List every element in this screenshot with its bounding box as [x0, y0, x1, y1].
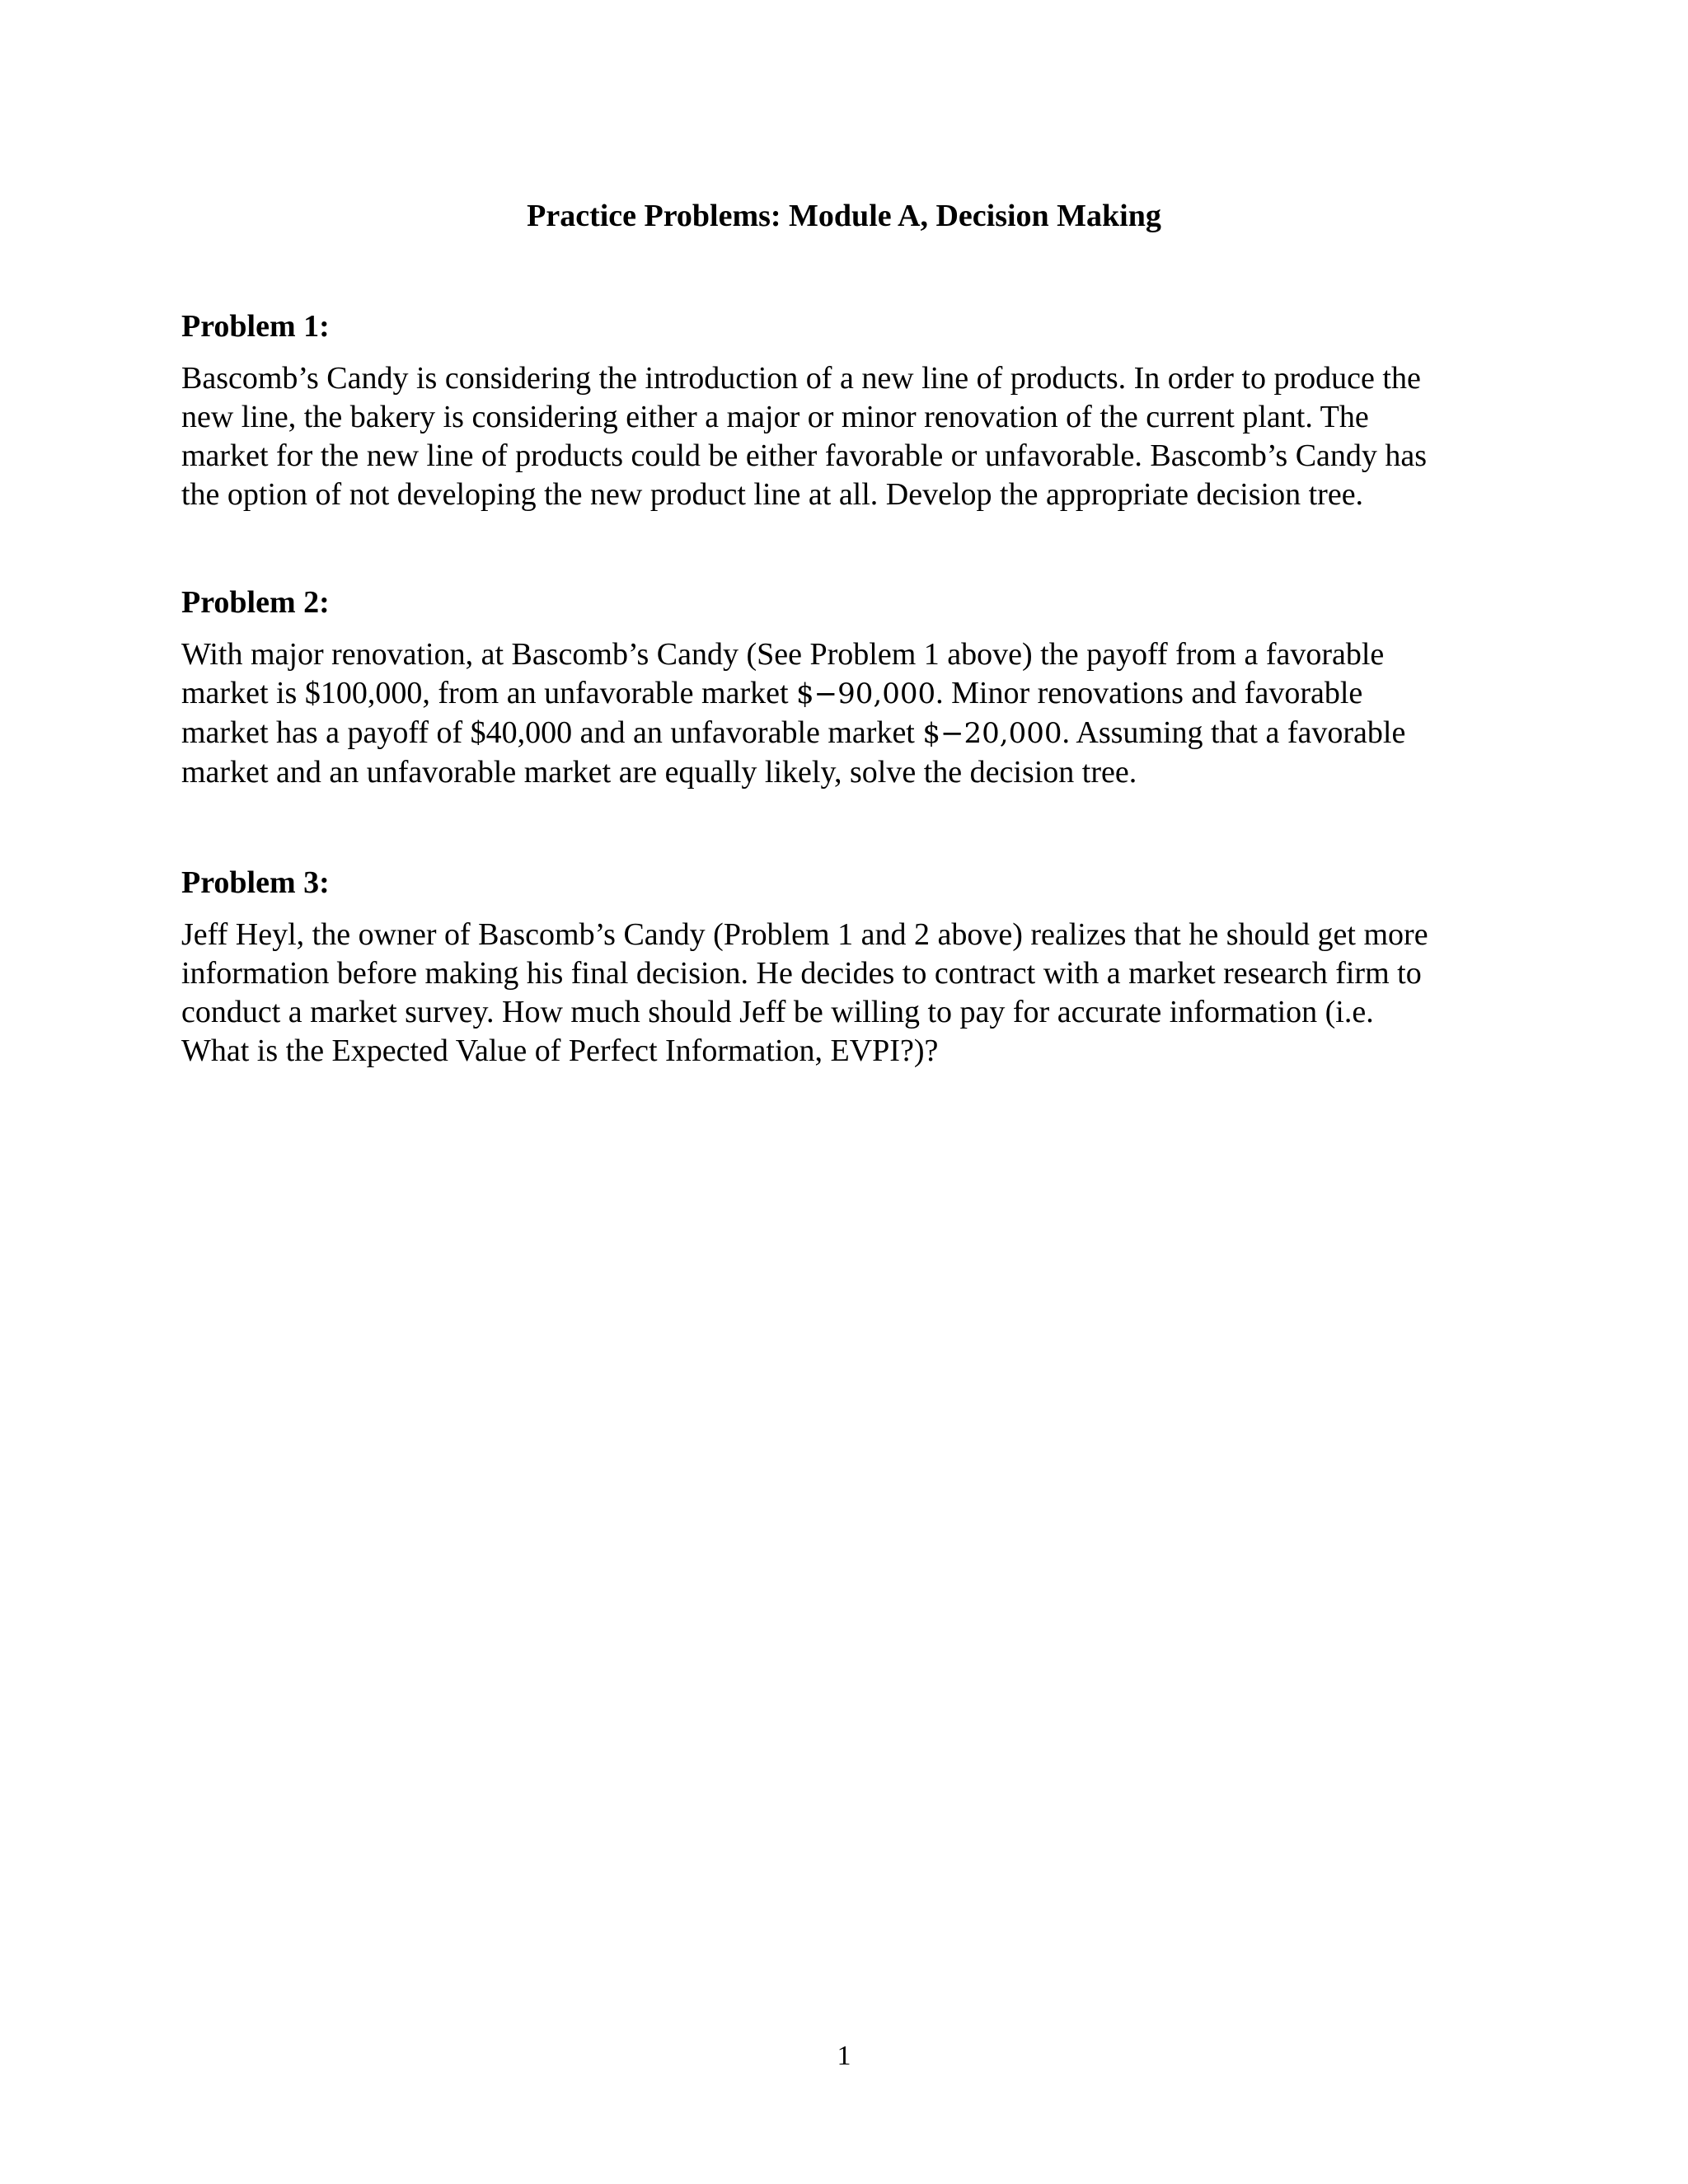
- problem-1-line: new line, the bakery is considering either a major or minor renovation of the current plant. The: [181, 400, 1369, 434]
- problem-2-line-text: market has a payoff of $40,000 and an unfavorable market: [181, 715, 915, 750]
- problem-3-line: information before making his final decision. He decides to contract with a market research firm to: [181, 956, 1422, 991]
- problem-3-heading: Problem 3:: [181, 865, 330, 900]
- problem-2-line-text: . Minor renovations and favorable: [935, 676, 1363, 710]
- problem-1-heading: Problem 1:: [181, 309, 330, 344]
- problem-2-line: [181, 674, 1525, 714]
- page-number: 1: [837, 2041, 851, 2071]
- document-title: Practice Problems: Module A, Decision Making: [527, 199, 1161, 233]
- problem-3-text: [181, 916, 1525, 1071]
- problem-2-text: [181, 635, 1525, 792]
- problem-1-line: Bascomb’s Candy is considering the introduction of a new line of products. In order to produce the: [181, 361, 1421, 396]
- problem-3-line: What is the Expected Value of Perfect Information, EVPI?)?: [181, 1033, 939, 1068]
- problem-1-line: market for the new line of products could be either favorable or unfavorable. Bascomb’s Candy has: [181, 438, 1428, 473]
- problem-3-section: [181, 863, 1525, 1071]
- problem-1-line: the option of not developing the new product line at all. Develop the appropriate decision tree.: [181, 477, 1364, 512]
- problem-2-line: [181, 714, 1525, 753]
- problem-2-line: With major renovation, at Bascomb’s Candy (See Problem 1 above) the payoff from a favorable: [181, 637, 1385, 672]
- problem-2-line: market and an unfavorable market are equally likely, solve the decision tree.: [181, 755, 1137, 790]
- unfavorable-major-payoff: $−90,000: [796, 677, 936, 710]
- problem-2-line-text: . Assuming that a favorable: [1062, 715, 1406, 750]
- problem-2-heading: Problem 2:: [181, 585, 330, 620]
- problem-2-line-text: market is $100,000, from an unfavorable market: [181, 676, 789, 710]
- problem-3-line: conduct a market survey. How much should Jeff be willing to pay for accurate information (i.e.: [181, 995, 1374, 1029]
- problem-2-section: [181, 583, 1525, 792]
- problem-1-section: [181, 307, 1525, 514]
- problem-1-text: [181, 359, 1525, 514]
- unfavorable-minor-payoff: $−20,000: [922, 717, 1062, 750]
- problem-3-line: Jeff Heyl, the owner of Bascomb’s Candy (Problem 1 and 2 above) realizes that he should get more: [181, 917, 1428, 952]
